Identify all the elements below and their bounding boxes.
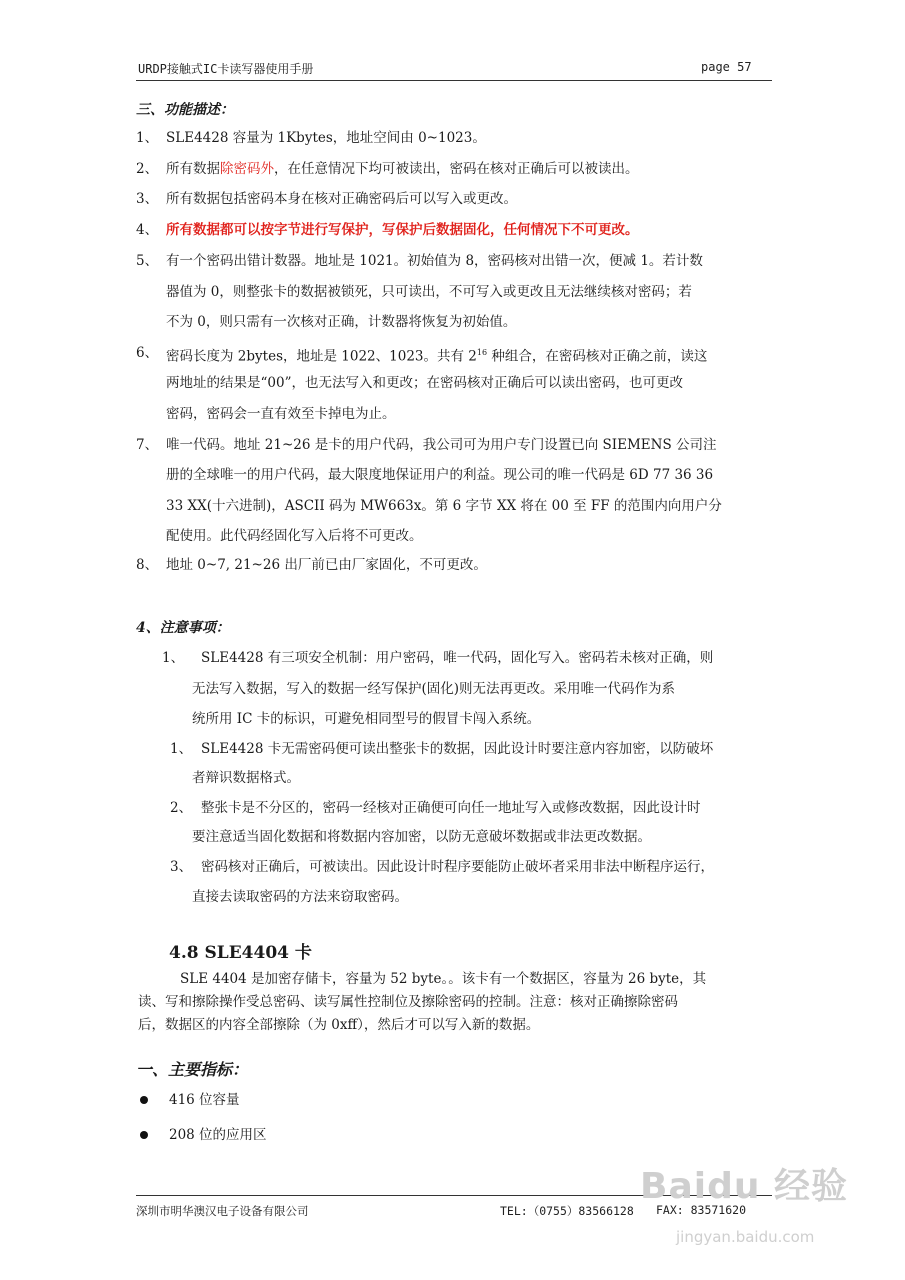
note-number: 1、	[162, 650, 185, 666]
item-text: 33 XX(十六进制)，ASCII 码为 MW663x。第 6 字节 XX 将在 00 至 FF 的范围内向用户分	[166, 498, 722, 514]
note-text: SLE4428 卡无需密码便可读出整张卡的数据，因此设计时要注意内容加密，以防破坏	[201, 741, 714, 757]
item-number: 6、	[136, 345, 159, 361]
section-title-functions: 三、功能描述：	[136, 102, 234, 118]
note-text: 要注意适当固化数据和将数据内容加密，以防无意破坏数据或非法更改数据。	[192, 829, 651, 845]
header-rule	[136, 80, 772, 81]
item-text	[166, 160, 639, 178]
bullet-icon	[140, 1096, 148, 1104]
item-text: SLE4428 容量为 1Kbytes，地址空间由 0~1023。	[166, 130, 486, 146]
page-number: page 57	[701, 60, 752, 74]
note-number: 1、	[170, 741, 193, 757]
item-number: 3、	[136, 191, 159, 207]
header-title: URDP接触式IC卡读写器使用手册	[138, 62, 314, 76]
item-text-pre: 所有数据	[166, 161, 220, 177]
paragraph-line: 读、写和擦除操作受总密码、读写属性控制位及擦除密码的控制。注意：核对正确擦除密码	[138, 994, 678, 1010]
item-number: 7、	[136, 437, 159, 453]
highlight-text: 除密码外	[220, 161, 274, 177]
warning-text: 所有数据都可以按字节进行写保护，写保护后数据固化，任何情况下不可更改。	[166, 222, 639, 238]
item-text: 配使用。此代码经固化写入后将不可更改。	[166, 528, 423, 544]
item-text: 器值为 0，则整张卡的数据被锁死，只可读出，不可写入或更改且无法继续核对密码；若	[166, 284, 692, 300]
item-text-post: ，在任意情况下均可被读出，密码在核对正确后可以被读出。	[274, 161, 639, 177]
item-text: 有一个密码出错计数器。地址是 1021。初始值为 8，密码核对出错一次，便减 1。若计数	[166, 253, 703, 269]
note-text: 无法写入数据，写入的数据一经写保护(固化)则无法再更改。采用唯一代码作为系	[192, 681, 676, 697]
section-heading-4-8: 4.8 SLE4404 卡	[169, 943, 312, 963]
footer-fax: FAX: 83571620	[656, 1203, 747, 1217]
note-number: 3、	[170, 859, 193, 875]
item-text	[166, 344, 707, 366]
paragraph-line: SLE 4404 是加密存储卡，容量为 52 byte。。该卡有一个数据区，容量为 26 byte，其	[180, 971, 707, 987]
note-text: 直接去读取密码的方法来窃取密码。	[192, 889, 408, 905]
section-title-notes: 4、注意事项：	[136, 620, 230, 636]
item-text-pre: 密码长度为 2bytes，地址是 1022、1023。共有 2	[166, 348, 477, 365]
note-text: 密码核对正确后，可被读出。因此设计时程序要能防止破坏者采用非法中断程序运行，	[201, 859, 714, 875]
item-number: 2、	[136, 161, 159, 177]
item-text-post: 种组合，在密码核对正确之前，读这	[487, 348, 708, 365]
item-number: 5、	[136, 253, 159, 269]
watermark-url: jingyan.baidu.com	[676, 1228, 815, 1246]
footer-tel: TEL:（0755）83566128	[500, 1204, 634, 1218]
list-item: 416 位容量	[169, 1092, 240, 1108]
item-text: 不为 0，则只需有一次核对正确，计数器将恢复为初始值。	[166, 314, 517, 330]
list-item: 208 位的应用区	[169, 1127, 267, 1143]
item-text: 唯一代码。地址 21~26 是卡的用户代码，我公司可为用户专门设置已向 SIEMENS 公司注	[166, 437, 717, 453]
note-text: 统所用 IC 卡的标识，可避免相同型号的假冒卡闯入系统。	[192, 711, 541, 727]
note-text: 整张卡是不分区的，密码一经核对正确便可向任一地址写入或修改数据，因此设计时	[201, 800, 701, 816]
item-text: 册的全球唯一的用户代码，最大限度地保证用户的利益。现公司的唯一代码是 6D 77 36 36	[166, 467, 714, 483]
note-text: 者辩识数据格式。	[192, 770, 300, 786]
item-number: 1、	[136, 130, 159, 146]
watermark-logo: Baidu 经验	[640, 1166, 849, 1207]
note-number: 2、	[170, 800, 193, 816]
section-title-main-specs: 一、主要指标：	[136, 1060, 249, 1079]
note-text: SLE4428 有三项安全机制：用户密码，唯一代码，固化写入。密码若未核对正确，则	[201, 650, 714, 666]
footer-company: 深圳市明华澳汉电子设备有限公司	[136, 1204, 309, 1218]
item-number: 8、	[136, 557, 159, 573]
item-text: 密码，密码会一直有效至卡掉电为止。	[166, 406, 396, 422]
item-text: 两地址的结果是“00”，也无法写入和更改；在密码核对正确后可以读出密码，也可更改	[166, 375, 683, 391]
paragraph-line: 后，数据区的内容全部擦除（为 0xff），然后才可以写入新的数据。	[138, 1017, 540, 1033]
superscript: 16	[476, 348, 488, 357]
item-text: 地址 0~7, 21~26 出厂前已由厂家固化，不可更改。	[166, 557, 487, 573]
item-text: 所有数据包括密码本身在核对正确密码后可以写入或更改。	[166, 191, 517, 207]
item-number: 4、	[136, 222, 159, 238]
bullet-icon	[140, 1131, 148, 1139]
